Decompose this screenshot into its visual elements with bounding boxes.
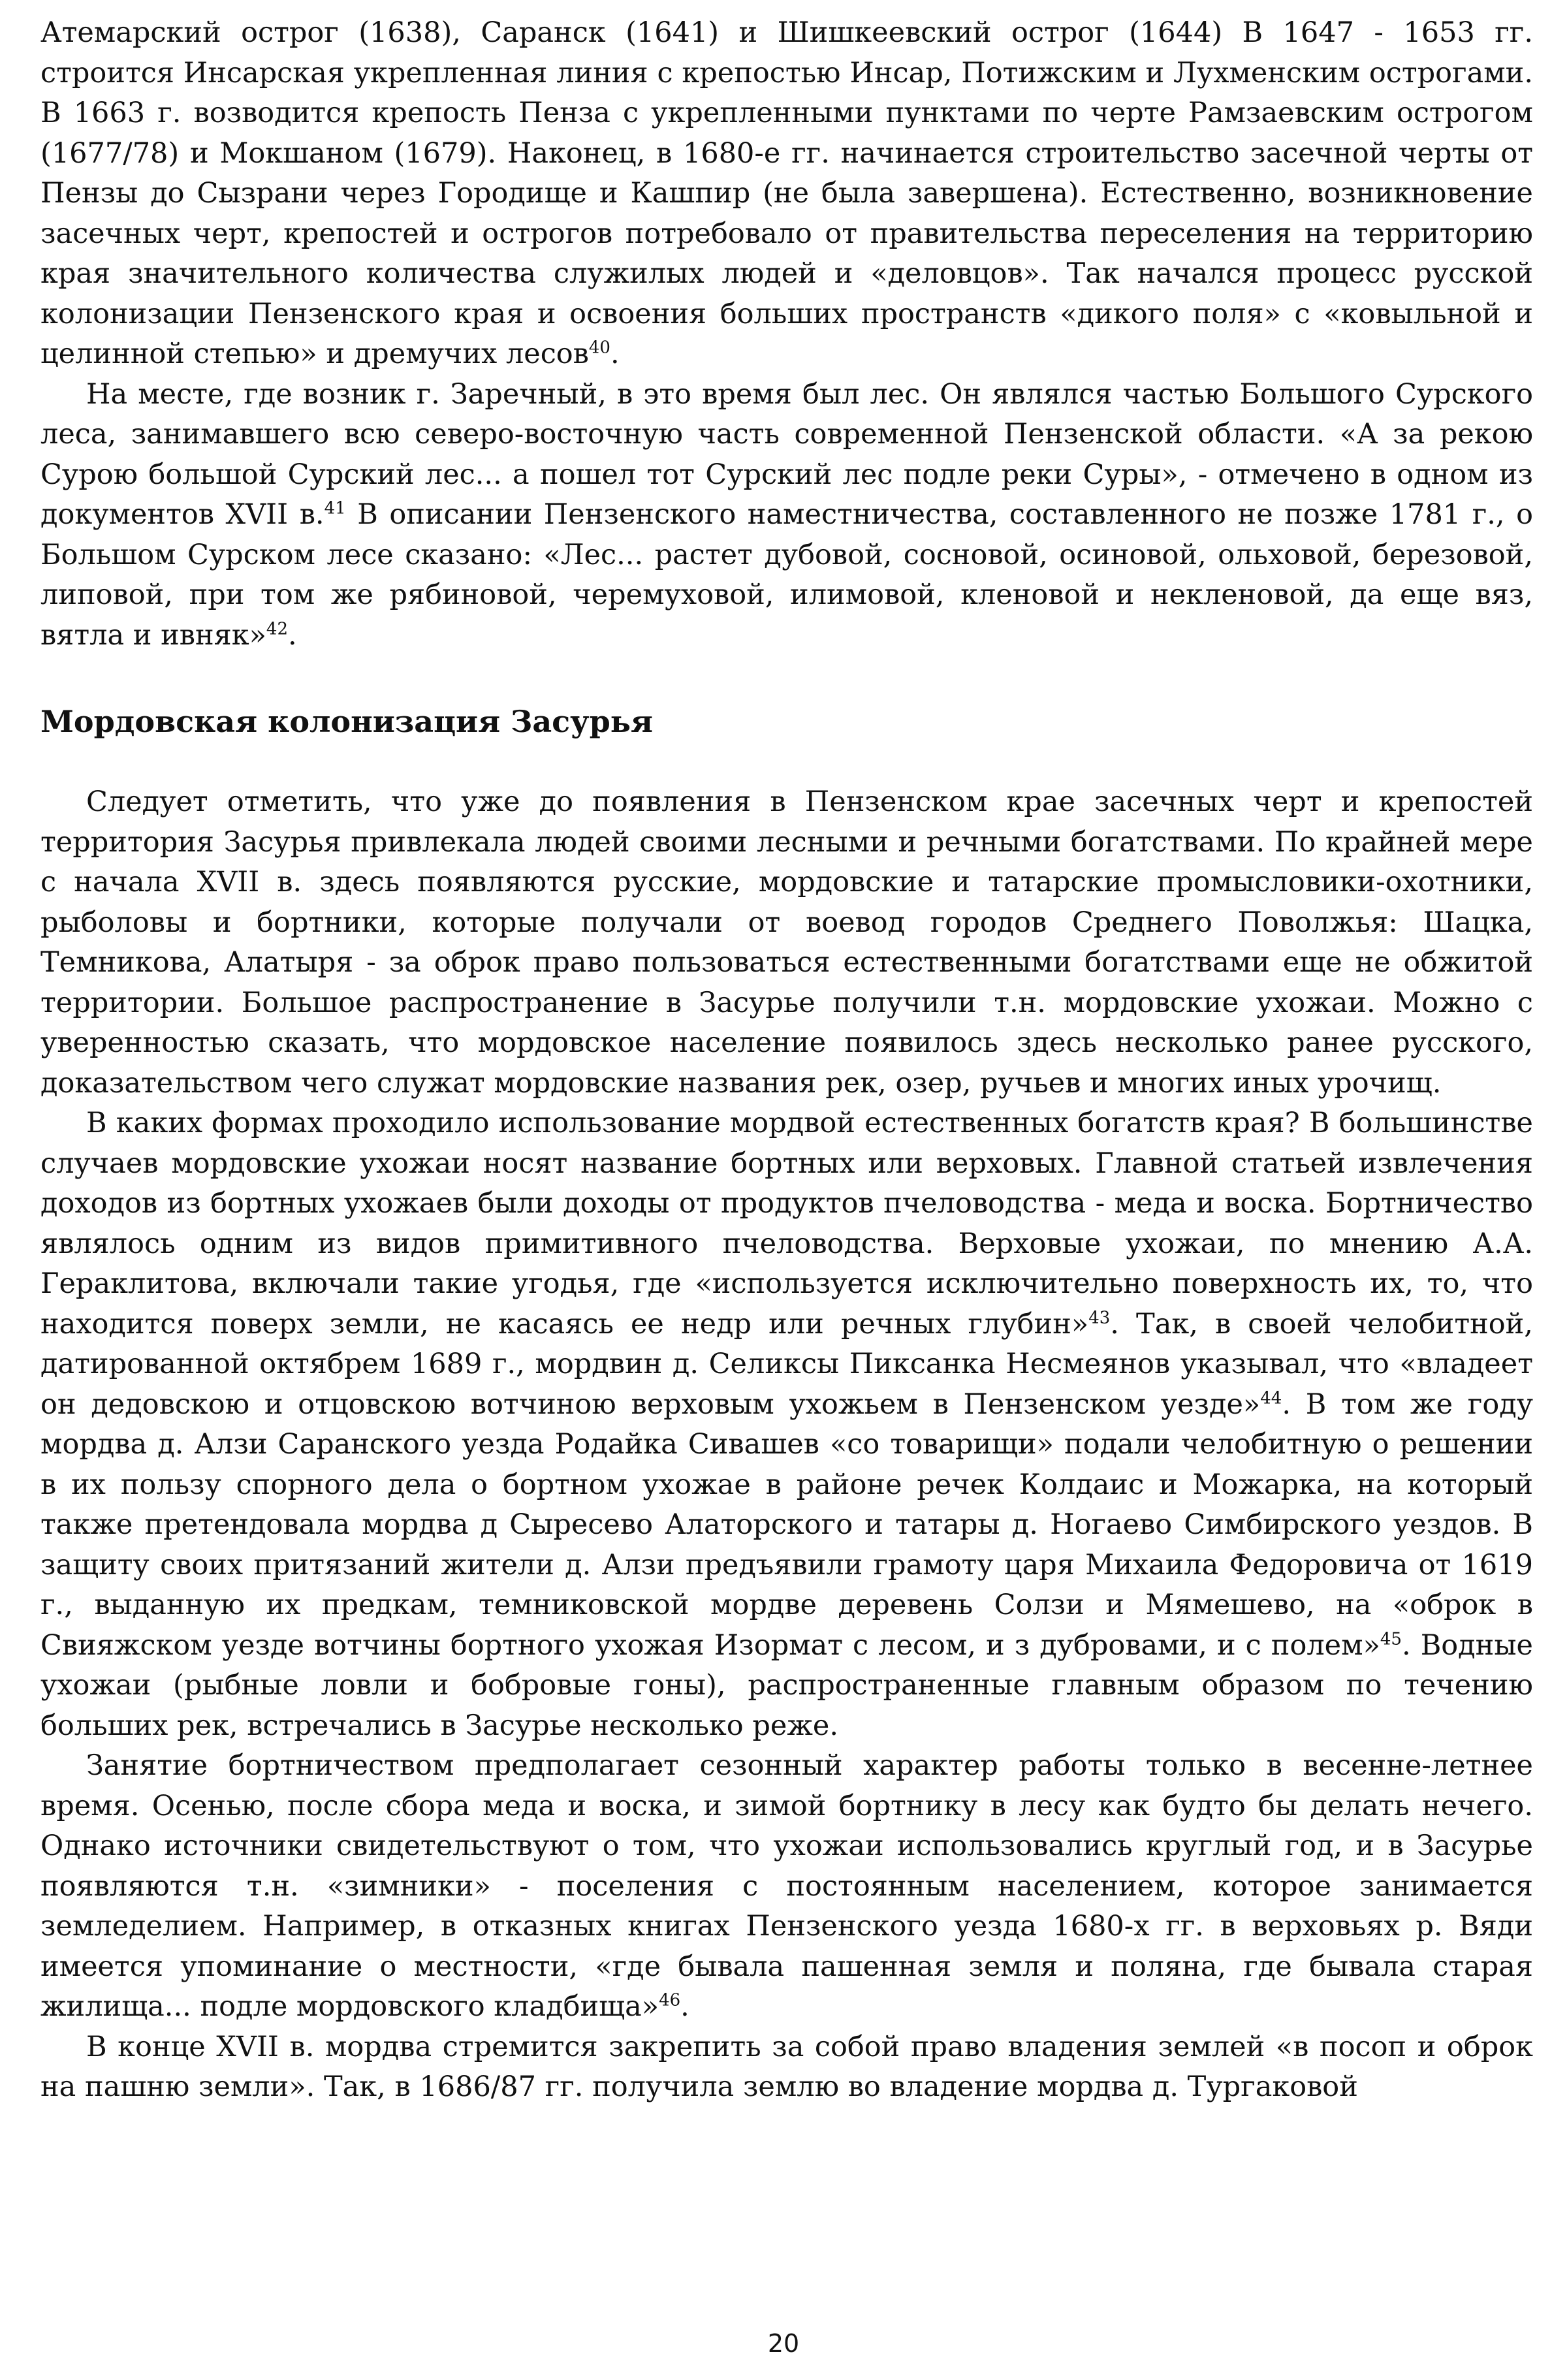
paragraph-5 [40, 1746, 1533, 2027]
paragraph-4 [40, 1103, 1533, 1746]
footnote-ref-42: 42 [266, 619, 289, 639]
paragraph-4-text-c: . В том же году мордва д. Алзи Саранского уезда Родайка Сивашев «со товарищи» подали челобитную о решении в их пользу спорного дела о бортном ухожае в районе речек Колдаис и Можарка, на который также претендовала мордва д Сыресево Алаторского и татары д. Ногаево Симбирского уездов. В защиту своих притязаний жители д. Алзи предъявили грамоту царя Михаила Федоровича от 1619 г., выданную их предкам, темниковской мордве деревень Солзи и Мямешево, на «оброк в Свияжском уезде вотчины бортного ухожая Изормат с лесом, и з дубровами, и с полем» [40, 1388, 1533, 1662]
paragraph-1 [40, 13, 1533, 375]
paragraph-4-text-d: . Водные ухожаи (рыбные ловли и бобровые гоны), распространенные главным образом по течению больших рек, встречались в Засурье несколько реже. [40, 1628, 1533, 1742]
footnote-ref-43: 43 [1088, 1308, 1111, 1328]
section-title: Мордовская колонизация Засурья [40, 704, 653, 739]
paragraph-6-text: В конце XVII в. мордва стремится закрепить за собой право владения землей «в посоп и оброк на пашню земли». Так, в 1686/87 гг. получила землю во владение мордва д. Тургаковой [40, 2030, 1533, 2103]
document-page [40, 13, 1533, 2108]
paragraph-4-text-b: . Так, в своей челобитной, датированной октябрем 1689 г., мордвин д. Селиксы Пиксанка Несмеянов указывал, что «владеет он дедовскою и отцовскою вотчиною верховым ухожьем в Пензенском уезде» [40, 1307, 1533, 1421]
paragraph-2-text: На месте, где возник г. Заречный, в это время был лес. Он являлся частью Большого Сурского леса, занимавшего всю северо-восточную часть современной Пензенской области. «А за рекою Сурою большой Сурский лес... а пошел тот Сурский лес подле реки Суры», - отмечено в одном из документов XVII в. [40, 377, 1533, 531]
paragraph-2-text-cont: В описании Пензенского наместничества, составленного не позже 1781 г., о Большом Сурском лесе сказано: «Лес... растет дубовой, сосновой, осиновой, ольховой, березовой, липовой, при том же рябиновой, черемуховой, илимовой, кленовой и некленовой, да еще вяз, вятла и ивняк» [40, 498, 1533, 652]
page-number: 20 [767, 2329, 800, 2358]
paragraph-5-tail: . [680, 1990, 689, 2023]
paragraph-1-text: Атемарский острог (1638), Саранск (1641) и Шишкеевский острог (1644) В 1647 - 1653 гг. строится Инсарская укрепленная линия с крепостью Инсар, Потижским и Лухменским острогами. В 1663 г. возводится крепость Пенза с укрепленными пунктами по черте Рамзаевским острогом (1677/78) и Мокшаном (1679). Наконец, в 1680-е гг. начинается строительство засечной черты от Пензы до Сызрани через Городище и Кашпир (не была завершена). Естественно, возникновение засечных черт, крепостей и острогов потребовало от правительства переселения на территорию края значительного количества служилых людей и «деловцов». Так начался процесс русской колонизации Пензенского края и освоения больших пространств «дикого поля» с «ковыльной и целинной степью» и дремучих лесов [40, 16, 1533, 370]
footnote-ref-44: 44 [1260, 1388, 1282, 1408]
paragraph-2 [40, 375, 1533, 656]
paragraph-1-tail: . [610, 338, 620, 370]
paragraph-6 [40, 2027, 1533, 2108]
paragraph-3-text: Следует отметить, что уже до появления в Пензенском крае засечных черт и крепостей территория Засурья привлекала людей своими лесными и речными богатствами. По крайней мере с начала XVII в. здесь появляются русские, мордовские и татарские промысловики-охотники, рыболовы и бортники, которые получали от воевод городов Среднего Поволжья: Шацка, Темникова, Алатыря - за оброк право пользоваться естественными богатствами еще не обжитой территории. Большое распространение в Засурье получили т.н. мордовские ухожаи. Можно с уверенностью сказать, что мордовское население появилось здесь несколько ранее русского, доказательством чего служат мордовские названия рек, озер, ручьев и многих иных урочищ. [40, 785, 1533, 1100]
footnote-ref-41: 41 [324, 498, 346, 518]
paragraph-3 [40, 782, 1533, 1103]
footnote-ref-46: 46 [659, 1990, 681, 2010]
footnote-ref-45: 45 [1380, 1629, 1402, 1649]
footnote-ref-40: 40 [588, 338, 610, 358]
paragraph-5-text: Занятие бортничеством предполагает сезонный характер работы только в весенне-летнее время. Осенью, после сбора меда и воска, и зимой бортнику в лесу как будто бы делать нечего. Однако источники свидетельствуют о том, что ухожаи использовались круглый год, и в Засурье появляются т.н. «зимники» - поселения с постоянным населением, которое занимается земледелием. Например, в отказных книгах Пензенского уезда 1680-х гг. в верховьях р. Вяди имеется упоминание о местности, «где бывала пашенная земля и поляна, где бывала старая жилища... подле мордовского кладбища» [40, 1749, 1533, 2023]
paragraph-2-tail: . [288, 618, 297, 652]
paragraph-4-text-a: В каких формах проходило использование мордвой естественных богатств края? В большинстве случаев мордовские ухожаи носят название бортных или верховых. Главной статьей извлечения доходов из бортных ухожаев были доходы от продуктов пчеловодства - меда и воска. Бортничество являлось одним из видов примитивного пчеловодства. Верховые ухожаи, по мнению А.А. Гераклитова, включали такие угодья, где «используется исключительно поверхность их, то, что находится поверх земли, не касаясь ее недр или речных глубин» [40, 1107, 1533, 1341]
